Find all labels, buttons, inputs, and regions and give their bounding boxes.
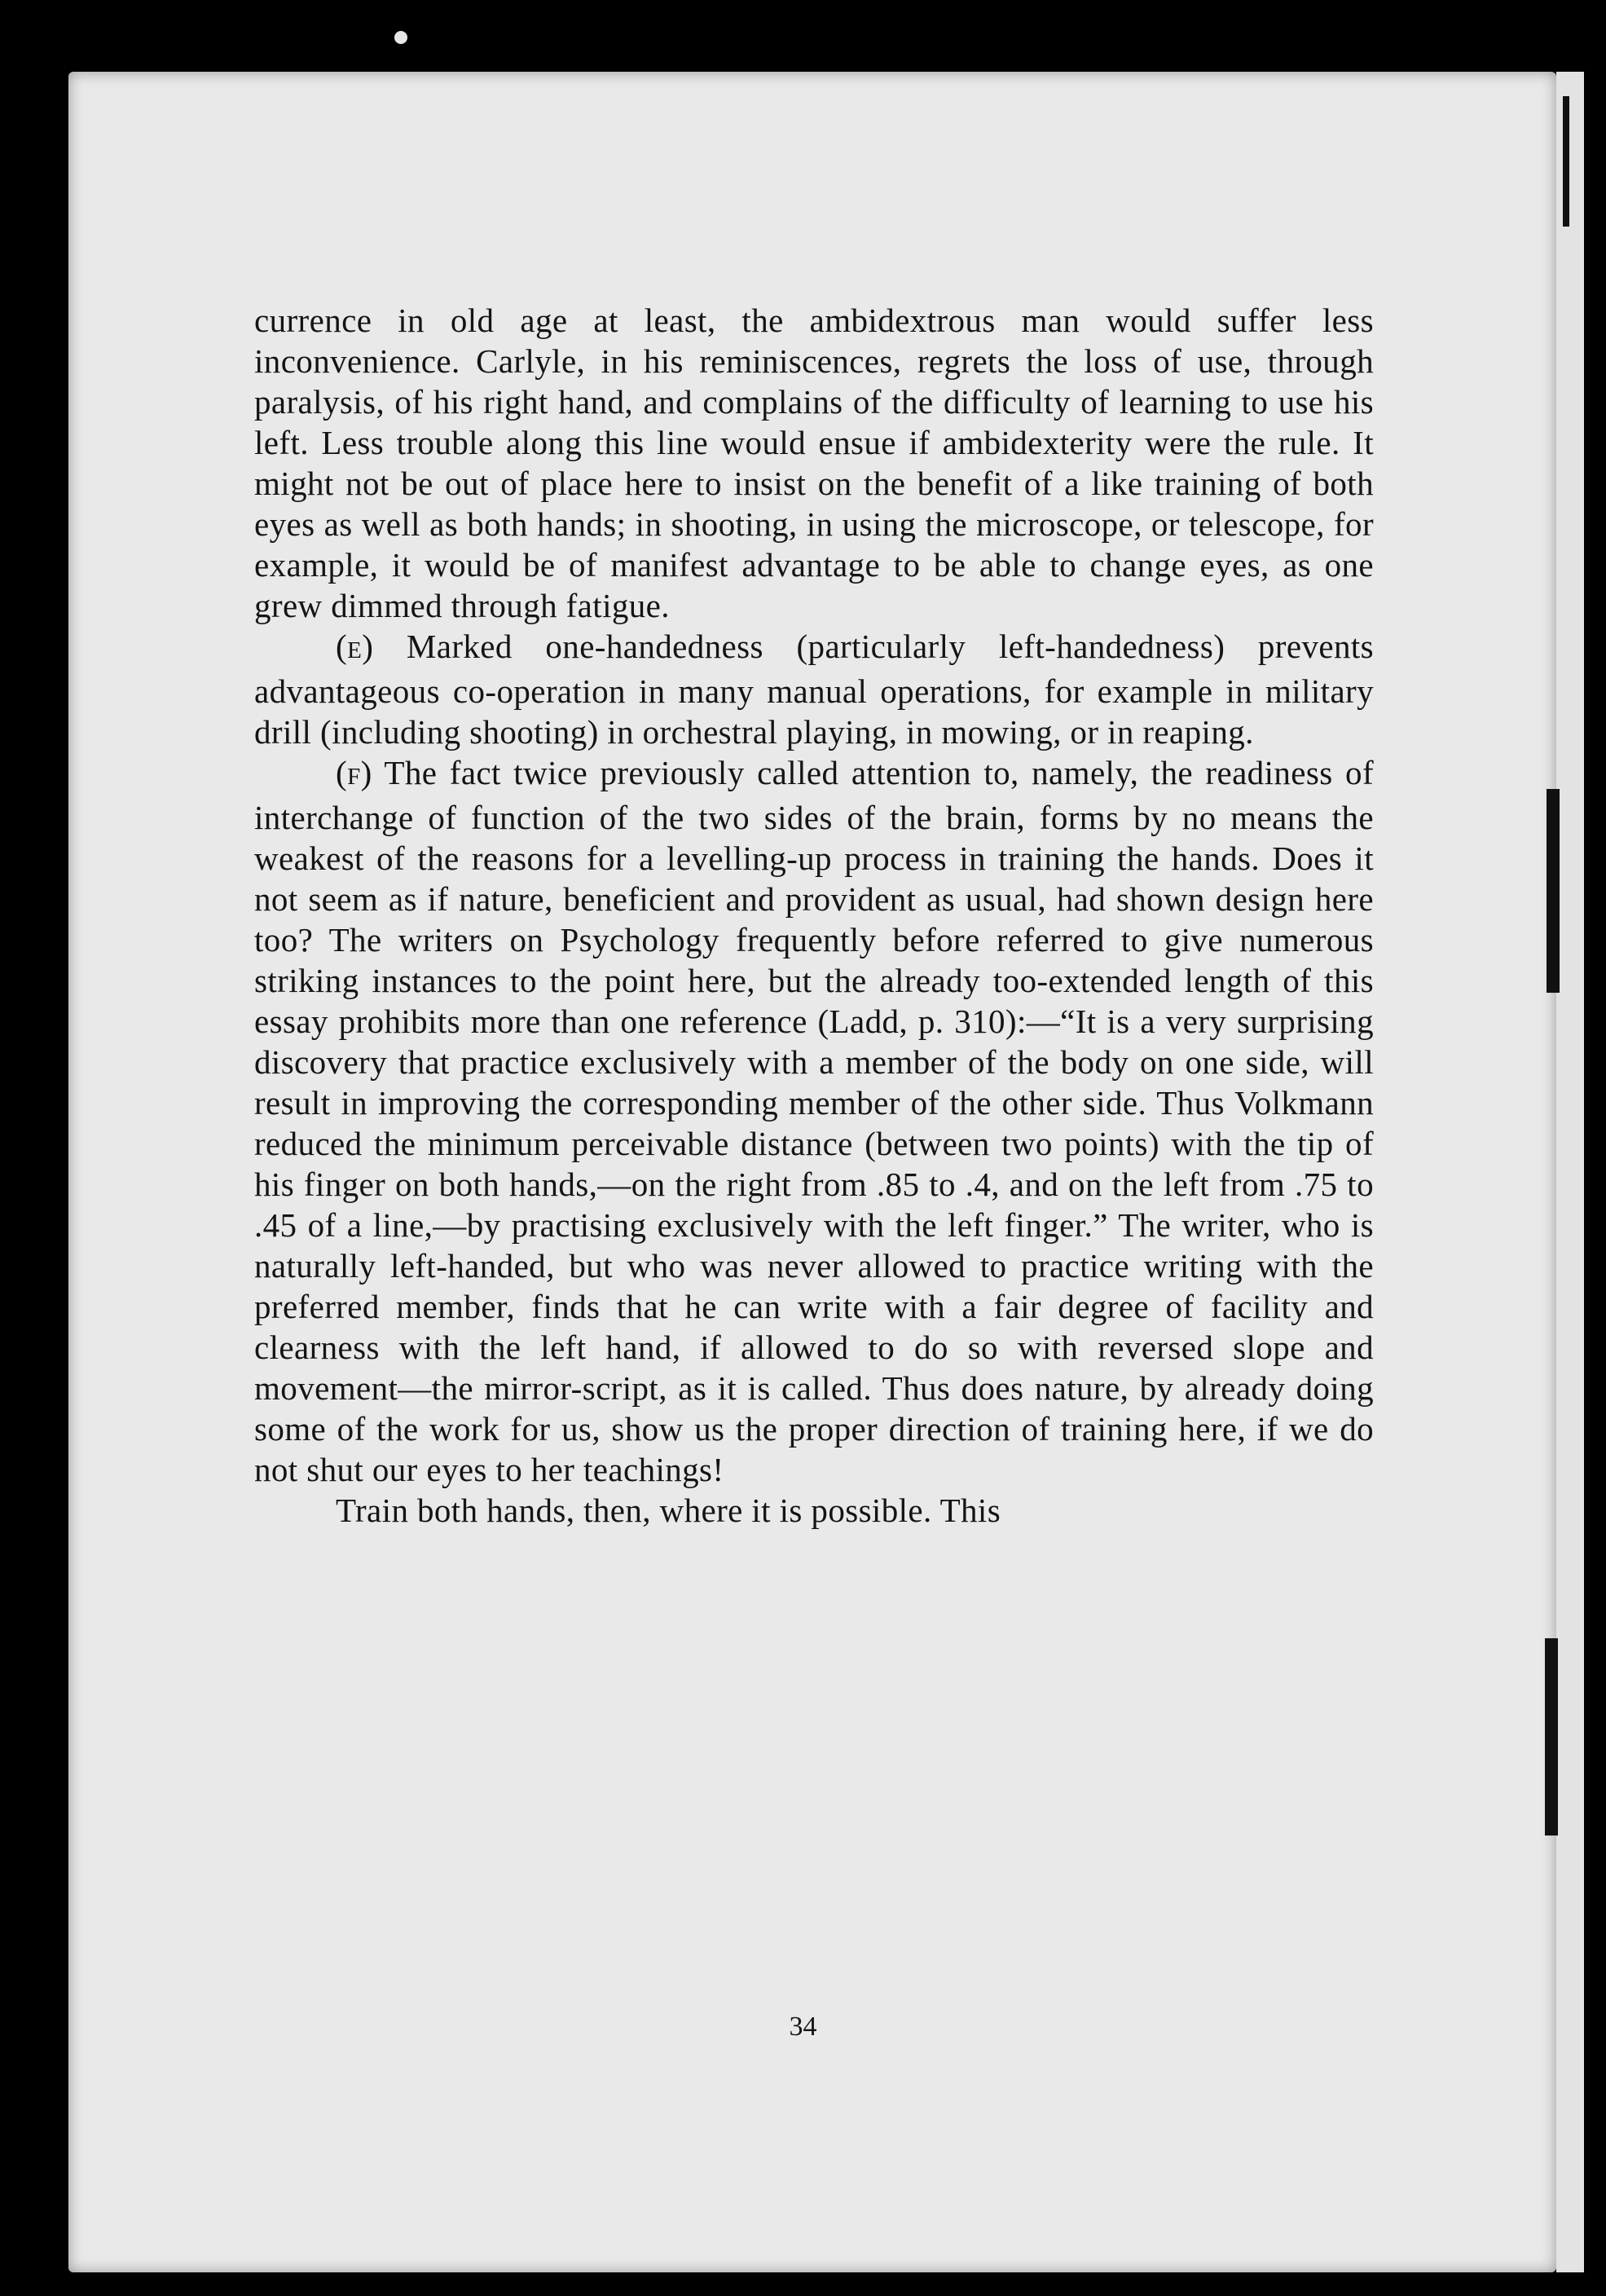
paren-open: ( xyxy=(336,628,348,665)
paragraph-e xyxy=(254,626,1374,752)
paren-open: ( xyxy=(336,754,348,791)
scan-mark xyxy=(1547,789,1560,993)
paren-close: ) xyxy=(360,754,372,791)
section-letter: E xyxy=(347,637,363,663)
paragraph-text: currence in old age at least, the ambidextrous man would suffer less inconvenience. Carlyle, in his reminiscences, regrets the loss of use, through paralysis, of his right hand, and complains of the difficulty of learning to use his left. Less trouble along this line would ensue if ambidexterity were the rule. It might not be out of place here to insist on the benefit of a like training of both eyes as well as both hands; in shooting, in using the microscope, or telescope, for example, it would be of manifest advantage to be able to change eyes, as one grew dimmed through fatigue. xyxy=(254,302,1374,624)
section-letter: F xyxy=(347,764,361,790)
scan-mark xyxy=(1545,1638,1558,1835)
paragraph-text: Marked one-handedness (particularly left-handedness) prevents advantageous co-operation in many manual operations, for example in military drill (including shooting) in orchestral playing, in mowing, or in reaping. xyxy=(254,628,1374,751)
page-number: 34 xyxy=(789,2012,817,2042)
paragraph-text: Train both hands, then, where it is possible. This xyxy=(336,1492,1001,1529)
paren-close: ) xyxy=(362,628,374,665)
body-text xyxy=(254,300,1374,1531)
scan-mark xyxy=(1563,96,1569,227)
page-edge xyxy=(1556,72,1584,2272)
scan-speck xyxy=(394,31,407,44)
paragraph-f xyxy=(254,752,1374,1490)
paragraph xyxy=(254,1490,1374,1531)
paragraph xyxy=(254,300,1374,626)
paragraph-text: The fact twice previously called attention to, namely, the readiness of interchange of function of the two sides of the brain, forms by no means the weakest of the reasons for a levelling-up process in training the hands. Does it not seem as if nature, beneficient and provident as usual, had shown design here too? The writers on Psychology frequently before referred to give numerous striking instances to the point here, but the already too-extended length of this essay prohibits more than one reference (Ladd, p. 310):—“It is a very surprising discovery that practice exclusively with a member of the body on one side, will result in improving the corresponding member of the other side. Thus Volkmann reduced the minimum perceivable distance (between two points) with the tip of his finger on both hands,—on the right from .85 to .4, and on the left from .75 to .45 of a line,—by practising exclusively with the left finger.” The writer, who is naturally left-handed, but who was never allowed to practice writing with the preferred member, finds that he can write with a fair degree of facility and clearness with the left hand, if allowed to do so with reversed slope and movement—the mirror-script, as it is called. Thus does nature, by already doing some of the work for us, show us the proper direction of training here, if we do not shut our eyes to her teachings! xyxy=(254,754,1374,1488)
